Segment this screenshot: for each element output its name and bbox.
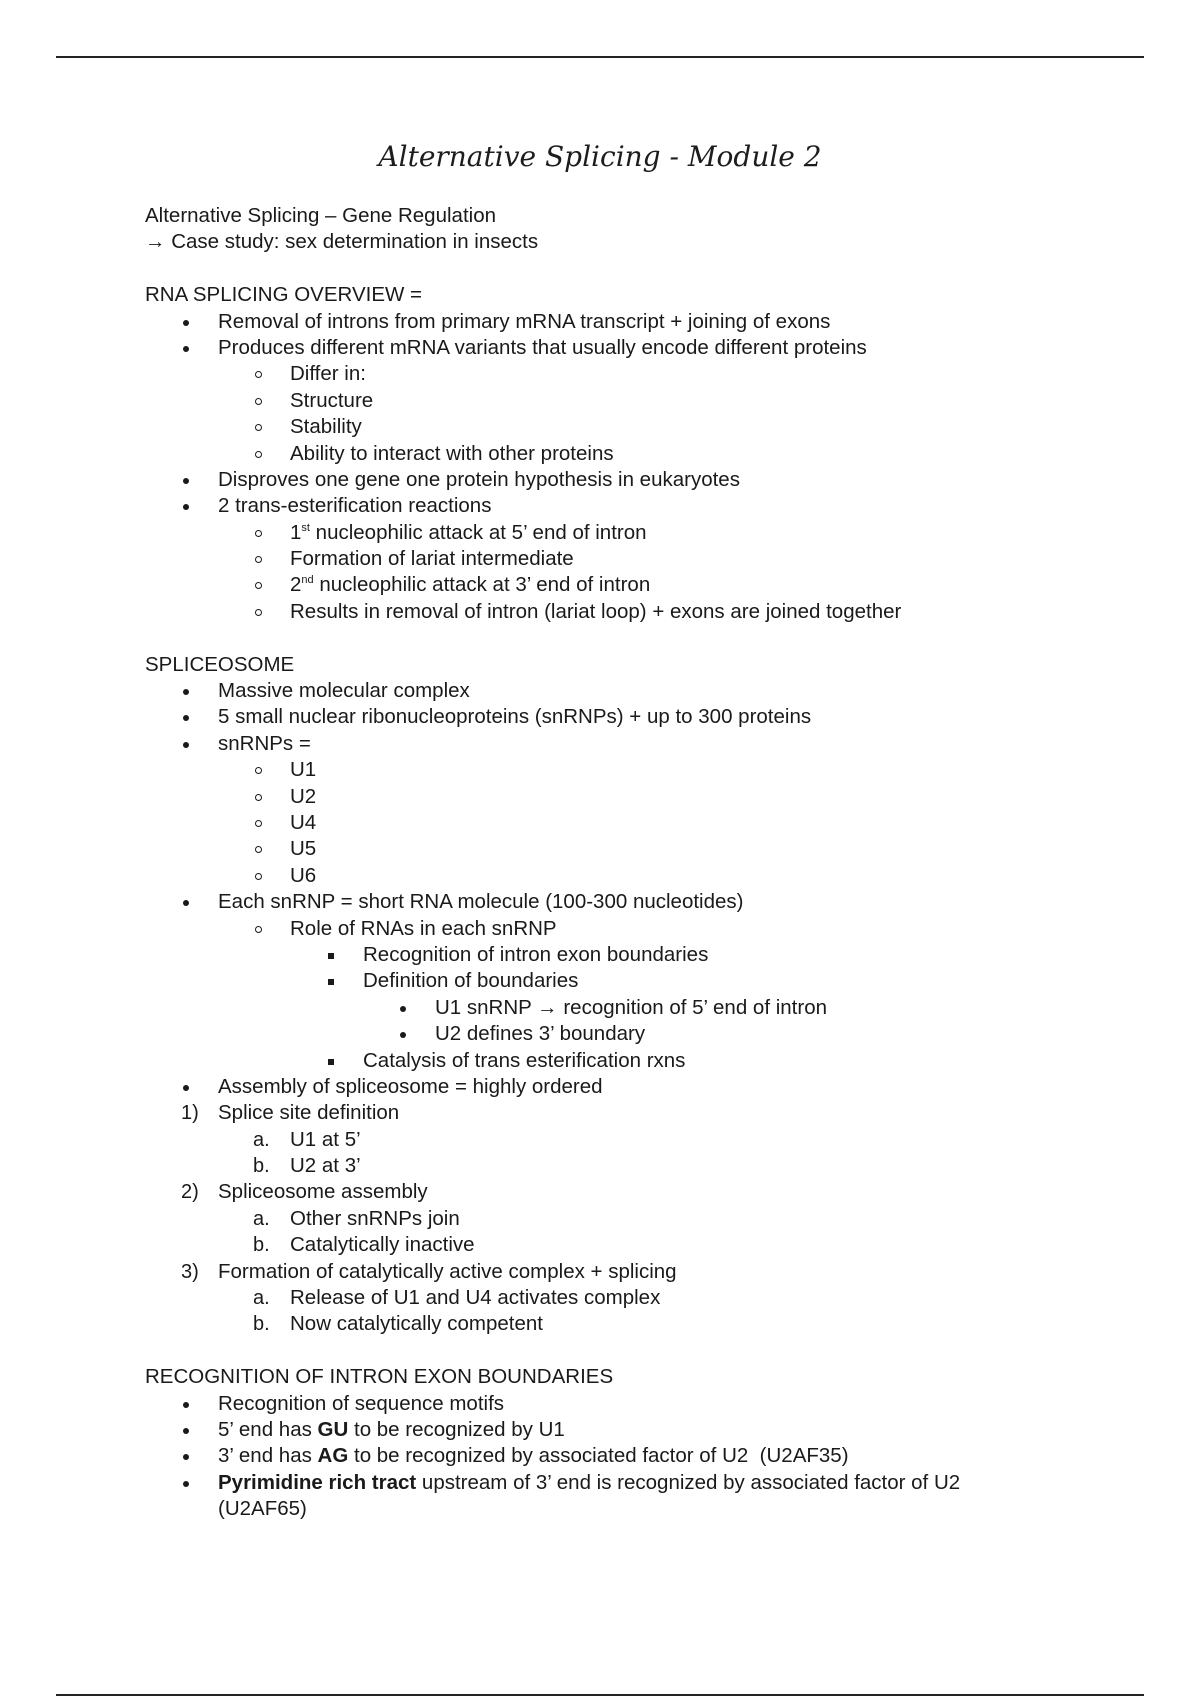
list-item: U5 xyxy=(145,836,1085,862)
bullet-icon xyxy=(183,742,189,748)
bullet-icon xyxy=(400,1006,406,1012)
list-item: Definition of boundaries xyxy=(145,968,1085,994)
bullet-icon xyxy=(183,1481,189,1487)
bullet-icon xyxy=(183,1428,189,1434)
section-heading: RNA SPLICING OVERVIEW = xyxy=(145,283,423,307)
bullet-icon xyxy=(183,504,189,510)
square-bullet-icon xyxy=(328,953,334,959)
list-item: Removal of introns from primary mRNA transcript + joining of exons xyxy=(145,309,1085,335)
list-item: U1 xyxy=(145,757,1085,783)
list-item: Structure xyxy=(145,388,1085,414)
list-item: 5’ end has GU to be recognized by U1 xyxy=(145,1417,1085,1443)
bullet-icon xyxy=(183,1085,189,1091)
list-item: 3’ end has AG to be recognized by associated factor of U2 (U2AF35) xyxy=(145,1443,1085,1469)
bullet-icon xyxy=(183,1454,189,1460)
list-item: U6 xyxy=(145,863,1085,889)
bullet-icon xyxy=(183,346,189,352)
list-item: snRNPs = xyxy=(145,731,1085,757)
list-item: U4 xyxy=(145,810,1085,836)
bullet-icon xyxy=(183,320,189,326)
list-item: 5 small nuclear ribonucleoproteins (snRNPs) + up to 300 proteins xyxy=(145,704,1085,730)
list-item: 1st nucleophilic attack at 5’ end of intron xyxy=(145,520,1085,546)
list-item: U2 defines 3’ boundary xyxy=(145,1021,1085,1047)
bullet-icon xyxy=(183,478,189,484)
section-heading: RECOGNITION OF INTRON EXON BOUNDARIES xyxy=(145,1365,614,1389)
list-item: Assembly of spliceosome = highly ordered xyxy=(145,1074,1085,1100)
circle-bullet-icon xyxy=(255,873,262,880)
list-item: Recognition of sequence motifs xyxy=(145,1391,1085,1417)
list-item: Pyrimidine rich tract upstream of 3’ end is recognized by associated factor of U2 xyxy=(145,1470,1085,1496)
bullet-icon xyxy=(183,689,189,695)
list-item: Each snRNP = short RNA molecule (100-300 nucleotides) xyxy=(145,889,1085,915)
document-body xyxy=(145,203,1085,1523)
numbered-step: 3) Formation of catalytically active complex + splicing xyxy=(181,1259,677,1283)
list-item: Role of RNAs in each snRNP xyxy=(145,916,1085,942)
circle-bullet-icon xyxy=(255,582,262,589)
bullet-icon xyxy=(183,715,189,721)
numbered-step: 1) Splice site definition xyxy=(181,1101,400,1125)
circle-bullet-icon xyxy=(255,820,262,827)
top-rule xyxy=(56,56,1144,58)
list-item-continuation: (U2AF65) xyxy=(218,1497,307,1521)
list-item: Catalysis of trans esterification rxns xyxy=(145,1048,1085,1074)
list-item: a. U1 at 5’ xyxy=(253,1127,361,1151)
list-item: 2 trans-esterification reactions xyxy=(145,493,1085,519)
list-item: U1 snRNP → recognition of 5’ end of intron xyxy=(145,995,1085,1021)
circle-bullet-icon xyxy=(255,371,262,378)
square-bullet-icon xyxy=(328,1059,334,1065)
bullet-icon xyxy=(183,1402,189,1408)
circle-bullet-icon xyxy=(255,556,262,563)
circle-bullet-icon xyxy=(255,451,262,458)
list-item: Massive molecular complex xyxy=(145,678,1085,704)
numbered-step: 2) Spliceosome assembly xyxy=(181,1180,428,1204)
list-item: U2 xyxy=(145,784,1085,810)
list-item: Formation of lariat intermediate xyxy=(145,546,1085,572)
list-item: Ability to interact with other proteins xyxy=(145,441,1085,467)
list-item: b. U2 at 3’ xyxy=(253,1154,361,1178)
list-item: Stability xyxy=(145,414,1085,440)
bullet-icon xyxy=(183,900,189,906)
list-item: a. Release of U1 and U4 activates complex xyxy=(253,1286,661,1310)
list-item: 2nd nucleophilic attack at 3’ end of intron xyxy=(145,572,1085,598)
list-item: Produces different mRNA variants that usually encode different proteins xyxy=(145,335,1085,361)
section-heading: SPLICEOSOME xyxy=(145,652,295,676)
circle-bullet-icon xyxy=(255,530,262,537)
bullet-icon xyxy=(400,1032,406,1038)
list-item: a. Other snRNPs join xyxy=(253,1206,460,1230)
list-item: Recognition of intron exon boundaries xyxy=(145,942,1085,968)
circle-bullet-icon xyxy=(255,794,262,801)
circle-bullet-icon xyxy=(255,767,262,774)
list-item: b. Now catalytically competent xyxy=(253,1312,543,1336)
list-item: Results in removal of intron (lariat loop) + exons are joined together xyxy=(145,599,1085,625)
circle-bullet-icon xyxy=(255,846,262,853)
circle-bullet-icon xyxy=(255,609,262,616)
circle-bullet-icon xyxy=(255,424,262,431)
page-title: Alternative Splicing - Module 2 xyxy=(378,140,822,173)
intro-line: Alternative Splicing – Gene Regulation xyxy=(145,204,496,227)
square-bullet-icon xyxy=(328,979,334,985)
list-item: Disproves one gene one protein hypothesis in eukaryotes xyxy=(145,467,1085,493)
circle-bullet-icon xyxy=(255,398,262,405)
list-item: Differ in: xyxy=(145,361,1085,387)
circle-bullet-icon xyxy=(255,926,262,933)
list-item: b. Catalytically inactive xyxy=(253,1233,475,1257)
intro-case-study: → Case study: sex determination in insects xyxy=(145,230,539,254)
bottom-rule xyxy=(56,1694,1144,1696)
